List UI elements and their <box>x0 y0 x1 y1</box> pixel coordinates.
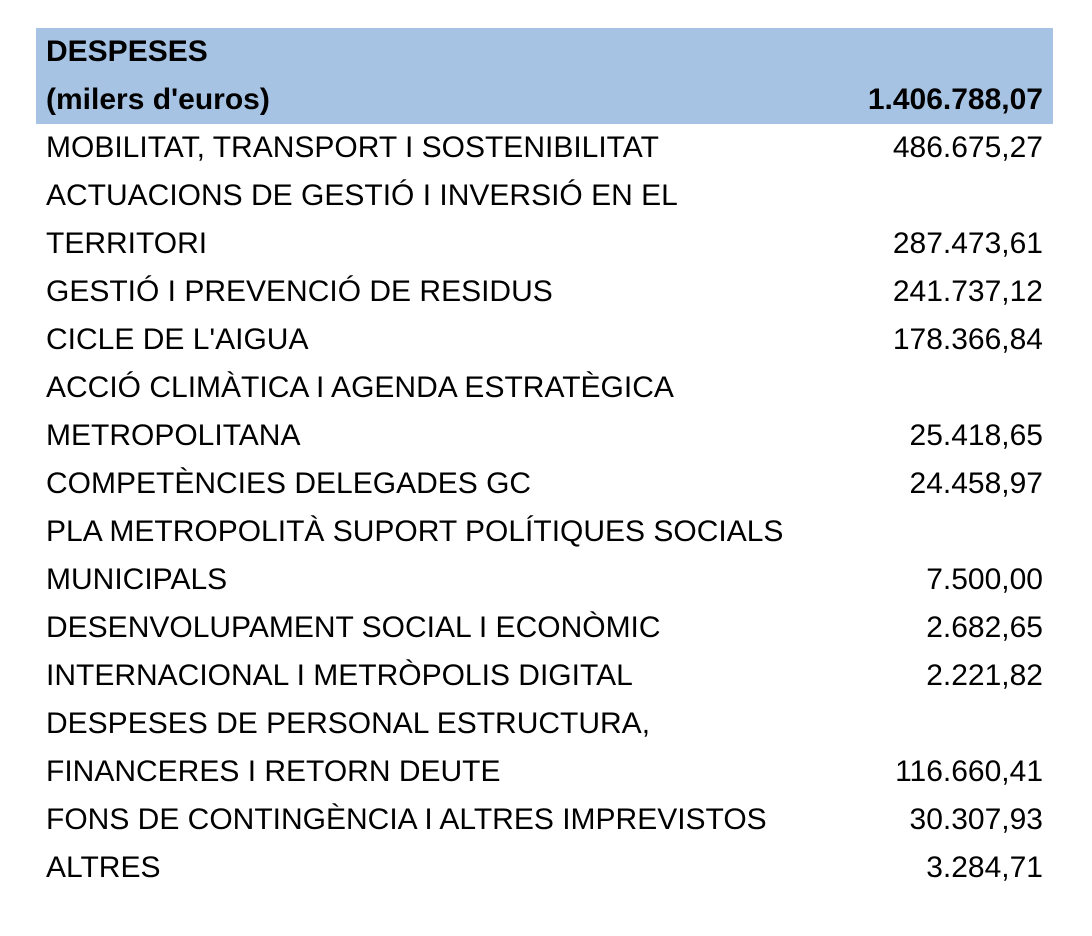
row-value: 24.458,97 <box>909 467 1043 500</box>
row-value: 486.675,27 <box>892 131 1043 164</box>
row-value: 3.284,71 <box>926 851 1043 884</box>
header-subtitle-line <box>46 76 1043 124</box>
row-value: 241.737,12 <box>892 275 1043 308</box>
row-label: GESTIÓ I PREVENCIÓ DE RESIDUS <box>46 275 553 308</box>
header-subtitle: (milers d'euros) <box>46 83 270 116</box>
row-label: MOBILITAT, TRANSPORT I SOSTENIBILITAT <box>46 131 659 164</box>
table-row <box>36 460 1053 508</box>
row-label: ACTUACIONS DE GESTIÓ I INVERSIÓ EN EL TERRITORI <box>46 179 678 260</box>
row-label: INTERNACIONAL I METRÒPOLIS DIGITAL <box>46 659 633 692</box>
table-row <box>36 364 1053 460</box>
row-label: PLA METROPOLITÀ SUPORT POLÍTIQUES SOCIALS MUNICIPALS <box>46 515 784 596</box>
table-row <box>36 652 1053 700</box>
expenses-table <box>36 28 1053 892</box>
row-value: 2.221,82 <box>926 659 1043 692</box>
table-row <box>36 844 1053 892</box>
row-label: CICLE DE L'AIGUA <box>46 323 309 356</box>
row-value: 30.307,93 <box>909 803 1043 836</box>
header-title: DESPESES <box>46 35 208 68</box>
table-row <box>36 796 1053 844</box>
header-title-line <box>46 28 1043 76</box>
header-total: 1.406.788,07 <box>867 83 1043 116</box>
table-row <box>36 700 1053 796</box>
row-value: 25.418,65 <box>909 419 1043 452</box>
table-row <box>36 124 1053 172</box>
row-label: DESPESES DE PERSONAL ESTRUCTURA, FINANCERES I RETORN DEUTE <box>46 707 651 788</box>
row-value: 7.500,00 <box>926 563 1043 596</box>
table-row <box>36 316 1053 364</box>
table-row <box>36 268 1053 316</box>
row-value: 2.682,65 <box>926 611 1043 644</box>
row-value: 178.366,84 <box>892 323 1043 356</box>
row-label: ALTRES <box>46 851 161 884</box>
row-label: ACCIÓ CLIMÀTICA I AGENDA ESTRATÈGICA METROPOLITANA <box>46 371 674 452</box>
row-label: COMPETÈNCIES DELEGADES GC <box>46 467 532 500</box>
row-label: FONS DE CONTINGÈNCIA I ALTRES IMPREVISTOS <box>46 803 767 836</box>
table-row <box>36 604 1053 652</box>
table-header <box>36 28 1053 124</box>
table-row <box>36 508 1053 604</box>
table-row <box>36 172 1053 268</box>
row-label: DESENVOLUPAMENT SOCIAL I ECONÒMIC <box>46 611 661 644</box>
row-value: 116.660,41 <box>895 755 1043 788</box>
row-value: 287.473,61 <box>892 227 1043 260</box>
